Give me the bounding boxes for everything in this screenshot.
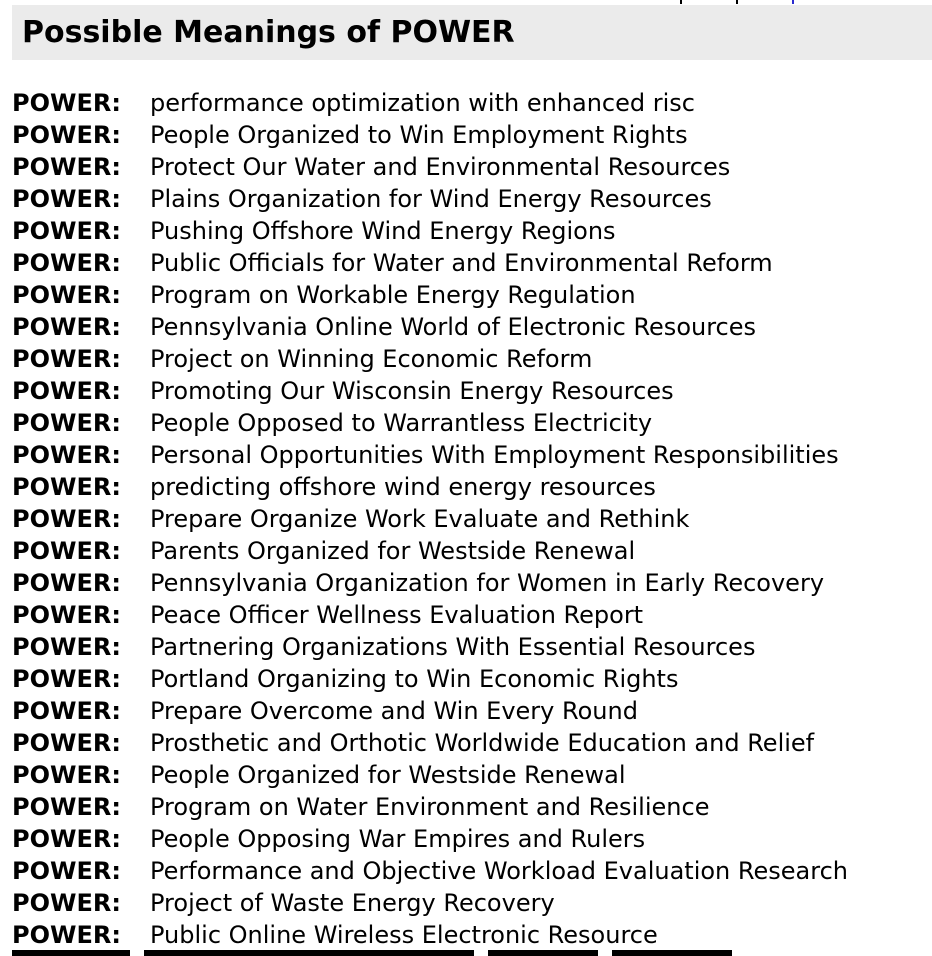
acronym-label: POWER: [12, 729, 121, 757]
acronym-label: POWER: [12, 345, 121, 373]
acronym-label: POWER: [12, 441, 121, 469]
meaning-row [12, 407, 848, 439]
meaning-text: Performance and Objective Workload Evaluation Research [150, 857, 848, 885]
meaning-row [12, 279, 848, 311]
acronym-label: POWER: [12, 761, 121, 789]
cropped-next-row [12, 950, 746, 956]
cropped-top-links [680, 0, 848, 4]
meaning-row [12, 375, 848, 407]
meaning-row [12, 663, 848, 695]
acronym-label: POWER: [12, 697, 121, 725]
acronym-label: POWER: [12, 185, 121, 213]
meaning-text: Project on Winning Economic Reform [150, 345, 593, 373]
acronym-label: POWER: [12, 601, 121, 629]
meaning-text: Public Online Wireless Electronic Resource [150, 921, 658, 949]
meaning-row [12, 343, 848, 375]
meaning-text: Plains Organization for Wind Energy Resources [150, 185, 712, 213]
meaning-row [12, 119, 848, 151]
meaning-row [12, 183, 848, 215]
acronym-label: POWER: [12, 121, 121, 149]
meaning-row [12, 727, 848, 759]
acronym-label: POWER: [12, 249, 121, 277]
meaning-row [12, 247, 848, 279]
meaning-text: Promoting Our Wisconsin Energy Resources [150, 377, 674, 405]
acronym-label: POWER: [12, 281, 121, 309]
meaning-text: People Opposing War Empires and Rulers [150, 825, 646, 853]
meaning-text: Prepare Overcome and Win Every Round [150, 697, 638, 725]
acronym-label: POWER: [12, 89, 121, 117]
meaning-row [12, 823, 848, 855]
meaning-text: People Organized for Westside Renewal [150, 761, 626, 789]
acronym-label: POWER: [12, 377, 121, 405]
acronym-label: POWER: [12, 537, 121, 565]
meaning-row [12, 151, 848, 183]
acronym-label: POWER: [12, 633, 121, 661]
acronym-label: POWER: [12, 665, 121, 693]
meaning-text: Prosthetic and Orthotic Worldwide Education and Relief [150, 729, 815, 757]
acronym-label: POWER: [12, 857, 121, 885]
meaning-text: Pushing Offshore Wind Energy Regions [150, 217, 616, 245]
meaning-text: predicting offshore wind energy resources [150, 473, 656, 501]
acronym-label: POWER: [12, 217, 121, 245]
meaning-text: Personal Opportunities With Employment Responsibilities [150, 441, 839, 469]
meaning-row [12, 599, 848, 631]
meaning-text: Peace Officer Wellness Evaluation Report [150, 601, 644, 629]
meaning-text: Public Officials for Water and Environmental Reform [150, 249, 773, 277]
meaning-row [12, 471, 848, 503]
acronym-label: POWER: [12, 409, 121, 437]
meaning-row [12, 791, 848, 823]
meaning-row [12, 855, 848, 887]
meaning-row [12, 535, 848, 567]
meaning-row [12, 887, 848, 919]
acronym-label: POWER: [12, 793, 121, 821]
meaning-text: Program on Water Environment and Resilience [150, 793, 710, 821]
meaning-text: Project of Waste Energy Recovery [150, 889, 555, 917]
acronym-label: POWER: [12, 153, 121, 181]
acronym-label: POWER: [12, 825, 121, 853]
meaning-text: Prepare Organize Work Evaluate and Rethink [150, 505, 690, 533]
meaning-text: Pennsylvania Organization for Women in Early Recovery [150, 569, 825, 597]
meaning-text: Protect Our Water and Environmental Resources [150, 153, 731, 181]
acronym-label: POWER: [12, 505, 121, 533]
meaning-text: Pennsylvania Online World of Electronic Resources [150, 313, 757, 341]
meaning-text: Portland Organizing to Win Economic Rights [150, 665, 679, 693]
meaning-text: People Organized to Win Employment Rights [150, 121, 688, 149]
acronym-label: POWER: [12, 921, 121, 949]
meaning-text: Program on Workable Energy Regulation [150, 281, 636, 309]
meaning-text: performance optimization with enhanced risc [150, 89, 695, 117]
acronym-label: POWER: [12, 473, 121, 501]
meaning-text: Partnering Organizations With Essential Resources [150, 633, 756, 661]
meaning-row [12, 215, 848, 247]
meaning-row [12, 759, 848, 791]
meaning-row [12, 503, 848, 535]
meaning-row [12, 439, 848, 471]
acronym-label: POWER: [12, 569, 121, 597]
meanings-list [12, 87, 848, 951]
meaning-row [12, 311, 848, 343]
meaning-row [12, 919, 848, 951]
meaning-text: Parents Organized for Westside Renewal [150, 537, 636, 565]
meaning-text: People Opposed to Warrantless Electricity [150, 409, 653, 437]
meaning-row [12, 631, 848, 663]
page-title: Possible Meanings of POWER [22, 15, 515, 50]
meaning-row [12, 695, 848, 727]
acronym-label: POWER: [12, 889, 121, 917]
meaning-row [12, 567, 848, 599]
meaning-row [12, 87, 848, 119]
acronym-label: POWER: [12, 313, 121, 341]
page-header [12, 5, 932, 60]
